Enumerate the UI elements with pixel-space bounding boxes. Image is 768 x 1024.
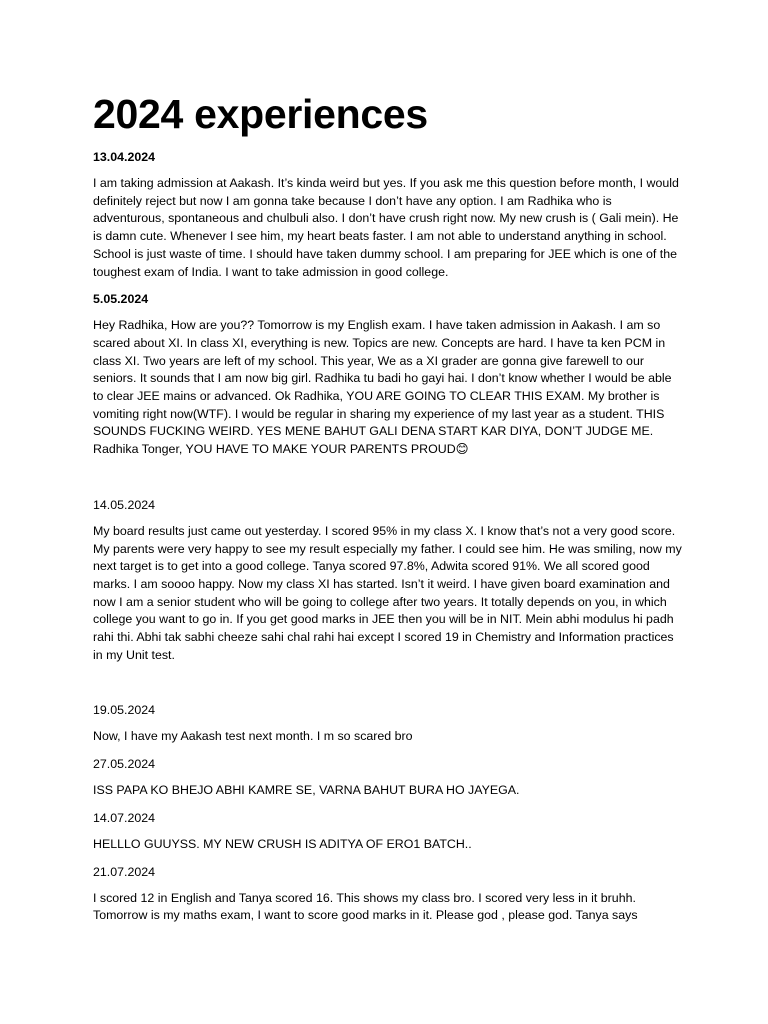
entry-date: 19.05.2024 [93,703,156,718]
entry-text: Hey Radhika, How are you?? Tomorrow is my English exam. I have taken admission in Aakash. I am so scared about XI. In class XI, everything is new. Topics are new. Concepts are hard. I have ta ken PCM in class XI. Two years are left of my school. This year, We as a XI grader are gonna give farewell to our seniors. It sounds that I am now big girl. Radhika tu badi ho gayi hai. I don’t know whether I would be able to clear JEE mains or advanced. Ok Radhika, YOU ARE GOING TO CLEAR THIS EXAM. My brother is vomiting right now(WTF). I would be regular in sharing my experience of my last year as a student. THIS SOUNDS FUCKING WEIRD. YES MENE BAHUT GALI DENA START KAR DIYA, DON’T JUDGE ME. Radhika Tonger, YOU HAVE TO MAKE YOUR PARENTS PROUD😊 [93,318,672,457]
entry-date: 14.05.2024 [93,497,156,512]
entry-text: Now, I have my Aakash test next month. I m so scared bro [93,729,413,744]
paragraph-spacer [93,674,683,702]
diary-entry [93,149,683,281]
page-title: 2024 experiences [93,91,428,137]
entry-date: 14.07.2024 [93,810,156,825]
diary-entry [93,291,683,459]
diary-entry [93,497,683,665]
entry-text: ISS PAPA KO BHEJO ABHI KAMRE SE, VARNA BAHUT BURA HO JAYEGA. [93,783,520,798]
paragraph-spacer [93,469,683,497]
entry-date: 21.07.2024 [93,864,156,879]
entry-date: 5.05.2024 [93,292,149,307]
document-page [93,88,683,935]
entry-text: I am taking admission at Aakash. It’s kinda weird but yes. If you ask me this question before month, I would definitely reject but now I am gonna take because I don’t have any option. I am Radhika who is adventurous, spontaneous and chulbuli also. I don’t have crush right now. My new crush is ( Gali mein). He is damn cute. Whenever I see him, my heart beats faster. I am not able to understand anything in school. School is just waste of time. I should have taken dummy school. I am preparing for JEE which is one of the toughest exam of India. I want to take admission in good college. [93,176,679,279]
diary-entry [93,756,683,800]
diary-entry [93,864,683,925]
entry-text: My board results just came out yesterday. I scored 95% in my class X. I know that’s not a very good score. My parents were very happy to see my result especially my father. I could see him. He was smiling, now my next target is to get into a good college. Tanya scored 97.8%, Adwita scored 91%. We all scored good marks. I am soooo happy. Now my class XI has started. Isn’t it weird. I have given board examination and now I am a senior student who will be going to college after two years. It totally depends on you, in which college you want to go in. If you get good marks in JEE then you will be in NIT. Mein abhi modulus hi padh rahi thi. Abhi tak sabhi cheeze sahi chal rahi hai except I scored 19 in Chemistry and Information practices in my Unit test. [93,523,682,662]
entry-text: HELLLO GUUYSS. MY NEW CRUSH IS ADITYA OF ERO1 BATCH.. [93,836,472,851]
entry-date: 27.05.2024 [93,757,156,772]
entry-date: 13.04.2024 [93,150,156,164]
diary-entry [93,810,683,854]
entry-text: I scored 12 in English and Tanya scored 16. This shows my class bro. I scored very less in it bruhh. Tomorrow is my maths exam, I want to score good marks in it. Please god , please god. Tanya says [93,890,638,923]
diary-entry [93,702,683,746]
